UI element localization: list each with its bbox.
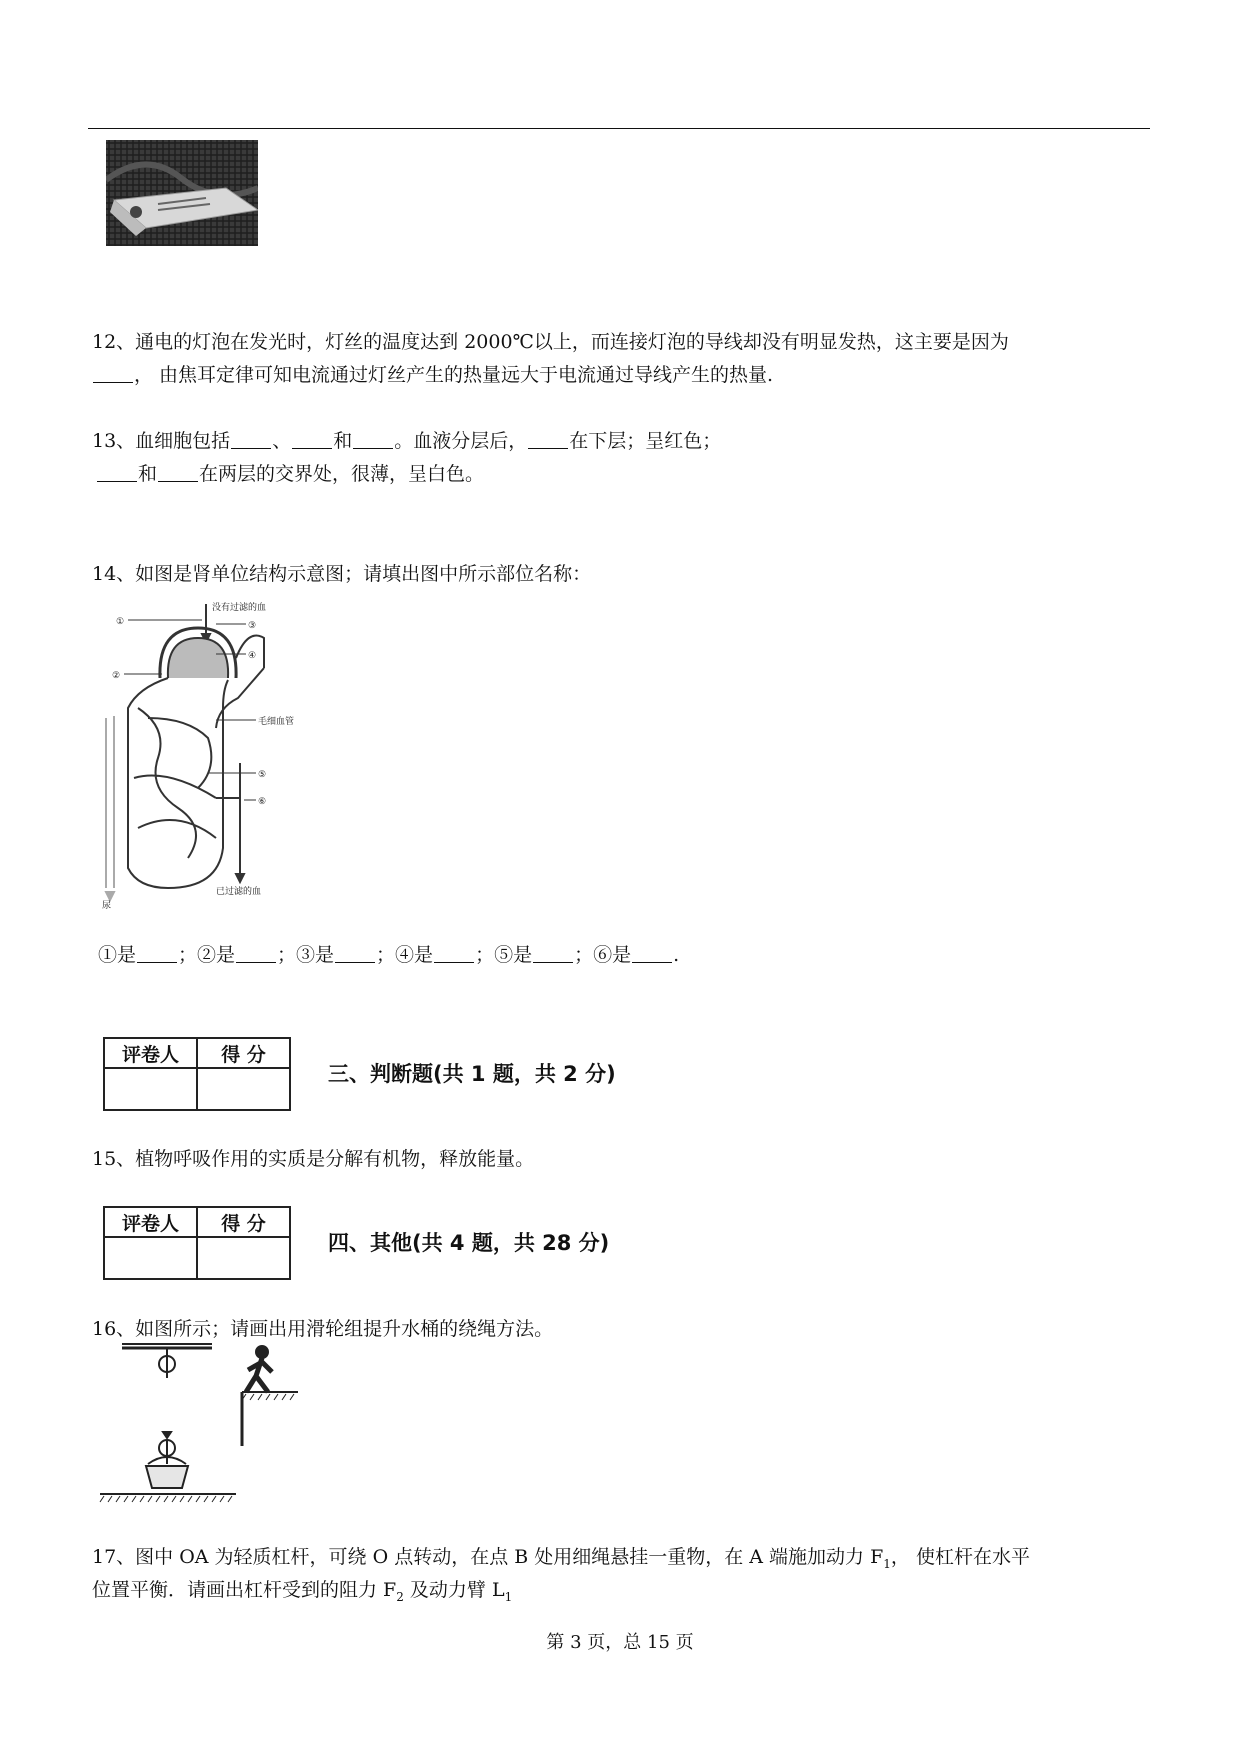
answer-blank[interactable] [335, 942, 375, 963]
answer-blank[interactable] [533, 942, 573, 963]
answer-blank[interactable] [93, 362, 133, 383]
label-capillary: 毛细血管 [258, 717, 295, 727]
banknote-photo [106, 140, 258, 246]
score-header: 得 分 [197, 1207, 290, 1237]
question-14-answers: ①是 ；②是 ；③是 ；④是 ；⑤是 ；⑥是 . [98, 944, 680, 966]
grader-cell[interactable] [104, 1237, 197, 1279]
label-2: ② [112, 671, 121, 681]
question-16-text: 16、如图所示；请画出用滑轮组提升水桶的绕绳方法。 [92, 1318, 554, 1340]
answer-blank[interactable] [434, 942, 474, 963]
grader-header: 评卷人 [104, 1207, 197, 1237]
label-blood-in: 没有过滤的血 [212, 603, 267, 613]
question-13-line2: 和 在两层的交界处，很薄，呈白色。 [96, 457, 484, 491]
label-4: ④ [248, 651, 257, 661]
label-1: ① [116, 617, 125, 627]
section-4-title: 四、其他(共 4 题，共 28 分) [328, 1231, 610, 1255]
nephron-diagram [98, 598, 328, 910]
score-table-section-4 [103, 1206, 291, 1280]
label-3: ③ [248, 621, 257, 631]
answer-blank[interactable] [632, 942, 672, 963]
answer-blank[interactable] [137, 942, 177, 963]
label-5: ⑤ [258, 770, 267, 780]
label-urine: 尿 [102, 901, 112, 910]
pulley-diagram [96, 1340, 306, 1510]
page-footer: 第 3 页，总 15 页 [546, 1632, 694, 1653]
score-header: 得 分 [197, 1038, 290, 1068]
question-12-line1: 12、通电的灯泡在发光时，灯丝的温度达到 2000℃以上，而连接灯泡的导线却没有明显发热，这主要是因为 [92, 331, 1009, 353]
question-13-line1: 13、血细胞包括 、 和 。血液分层后， 在下层；呈红色； [92, 430, 722, 452]
question-15-text: 15、植物呼吸作用的实质是分解有机物，释放能量。 [92, 1148, 535, 1170]
label-blood-out: 已过滤的血 [216, 887, 262, 897]
answer-blank[interactable] [97, 461, 137, 482]
section-3-title: 三、判断题(共 1 题，共 2 分) [328, 1062, 616, 1086]
grader-header: 评卷人 [104, 1038, 197, 1068]
answer-blank[interactable] [236, 942, 276, 963]
question-17-line1: 17、图中 OA 为轻质杠杆，可绕 O 点转动，在点 B 处用细绳悬挂一重物，在 A 端施加动力 $F_1$， 使杠杆在水平 [92, 1546, 1030, 1571]
question-14-text: 14、如图是肾单位结构示意图；请填出图中所示部位名称： [92, 563, 592, 585]
answer-blank[interactable] [292, 428, 332, 449]
header-rule [88, 128, 1150, 129]
grader-cell[interactable] [104, 1068, 197, 1110]
answer-blank[interactable] [231, 428, 271, 449]
score-table-section-3 [103, 1037, 291, 1111]
question-17-line2: 位置平衡．请画出杠杆受到的阻力 $F_2$ 及动力臂 $L_1$ [92, 1579, 513, 1604]
answer-blank[interactable] [158, 461, 198, 482]
answer-blank[interactable] [353, 428, 393, 449]
score-cell[interactable] [197, 1237, 290, 1279]
score-cell[interactable] [197, 1068, 290, 1110]
label-6: ⑥ [258, 797, 267, 807]
question-12-line2: ， 由焦耳定律可知电流通过灯丝产生的热量远大于电流通过导线产生的热量. [92, 358, 773, 392]
answer-blank[interactable] [528, 428, 568, 449]
